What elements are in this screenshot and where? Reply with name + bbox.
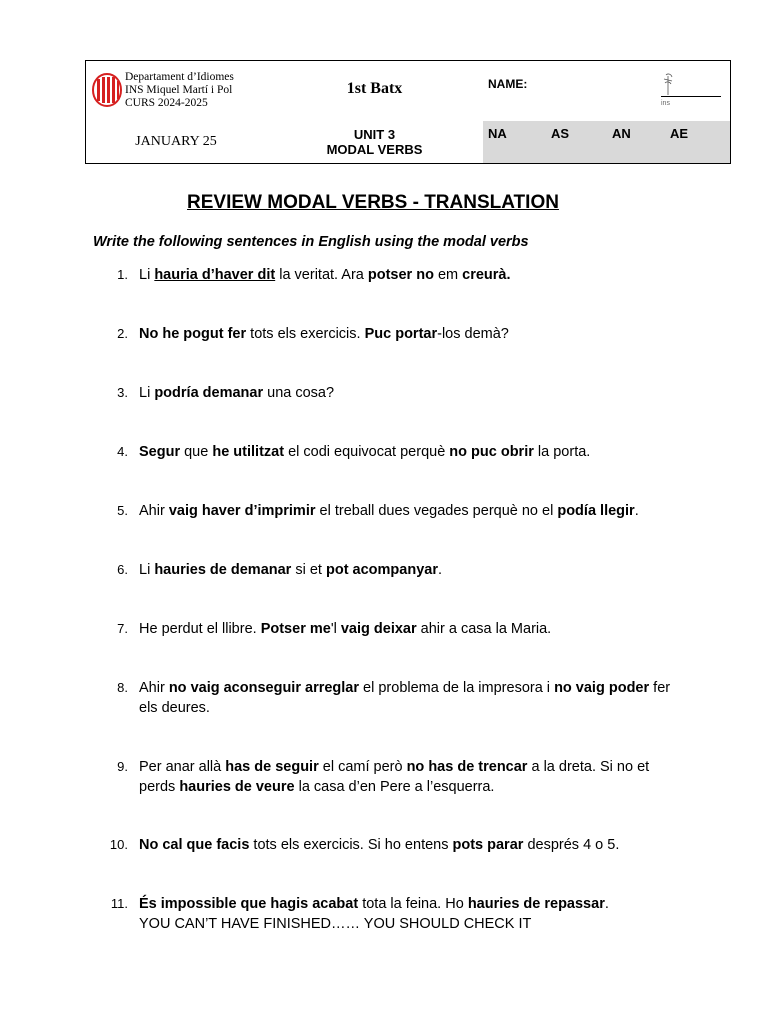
modal-verb-phrase: no vaig aconseguir arreglar <box>168 680 360 696</box>
exercise-number: 5. <box>117 503 128 518</box>
sentence-text: la veritat. Ara <box>275 267 368 283</box>
sentence-text: a la dreta. Si no et perds <box>139 759 650 795</box>
sentence-text: . <box>604 896 609 912</box>
modal-verb-phrase: hauries de veure <box>179 779 295 795</box>
modal-verb-phrase: podía llegir <box>557 503 635 519</box>
exercise-sentence <box>139 757 684 797</box>
modal-verb-phrase: podría demanar <box>154 385 264 401</box>
exercise-sentence <box>139 894 684 934</box>
exercise-sentence <box>139 442 684 462</box>
exercise-sentence <box>139 619 684 639</box>
modal-verb-phrase: he utilitzat <box>212 444 285 460</box>
generalitat-logo-icon <box>92 73 122 107</box>
sentence-text: una cosa? <box>263 385 335 401</box>
name-cell <box>483 61 730 121</box>
sentence-text: . <box>634 503 639 519</box>
sentence-text: el camí però <box>318 759 407 775</box>
exercise-sentence <box>139 835 684 855</box>
ins-mark-text: ins <box>661 100 670 107</box>
exercise-number: 11. <box>110 896 128 911</box>
sentence-text: -los demà? <box>437 326 509 342</box>
modal-verb-phrase: És impossible que hagis acabat <box>139 896 359 912</box>
sentence-text: Li <box>139 385 155 401</box>
sentence-text: 'l <box>330 621 341 637</box>
modal-verb-phrase: has de seguir <box>225 759 319 775</box>
modal-verb-phrase: pots parar <box>452 837 524 853</box>
sentence-text: Li <box>139 267 155 283</box>
grade-cell-na <box>483 121 546 163</box>
grade-label: AN <box>612 126 631 141</box>
header-table <box>85 60 731 164</box>
grade-label: AE <box>670 126 689 141</box>
exercise-sentence <box>139 678 684 718</box>
modal-verb-phrase: vaig haver d’imprimir <box>168 503 316 519</box>
sentence-text: tota la feina. Ho <box>358 896 468 912</box>
exercise-number: 3. <box>117 385 128 400</box>
sentence-text: la porta. <box>533 444 591 460</box>
sentence-text: el codi equivocat perquè <box>284 444 450 460</box>
name-label: NAME: <box>488 77 528 91</box>
exercise-number: 9. <box>117 759 128 774</box>
modal-verb-phrase: No he pogut fer <box>139 326 247 342</box>
modal-verb-phrase: Potser me <box>260 621 331 637</box>
exercise-number: 8. <box>117 680 128 695</box>
modal-verb-phrase: vaig deixar <box>340 621 417 637</box>
sentence-text: em <box>433 267 463 283</box>
sentence-text: Per anar allà <box>139 759 226 775</box>
sentence-text: la casa d’en Pere a l’esquerra. <box>294 779 495 795</box>
exercise-sentence <box>139 383 684 403</box>
modal-verb-phrase: no has de trencar <box>406 759 528 775</box>
sentence-text: que <box>180 444 213 460</box>
sentence-text: He perdut el llibre. <box>139 621 261 637</box>
modal-verb-phrase: No cal que facis <box>139 837 250 853</box>
modal-verb-phrase: hauries de repassar <box>467 896 605 912</box>
course-year: CURS 2024-2025 <box>125 97 208 109</box>
grade-label: NA <box>488 126 507 141</box>
class-label: 1st Batx <box>346 80 403 97</box>
date-cell <box>86 121 266 163</box>
exercise-number: 6. <box>117 562 128 577</box>
exercise-sentence <box>139 501 684 521</box>
exercise-number: 10. <box>109 837 128 852</box>
date-label: JANUARY 25 <box>135 134 217 149</box>
unit-cell <box>266 121 483 163</box>
exercise-number: 4. <box>117 444 128 459</box>
exercise-sentence <box>139 324 684 344</box>
unit-topic: MODAL VERBS <box>326 142 423 157</box>
sentence-text: el treball dues vegades perquè no el <box>315 503 558 519</box>
unit-label <box>266 127 483 157</box>
ins-logo-icon <box>658 71 678 109</box>
sentence-text: Ahir <box>139 680 169 696</box>
sentence-text: . <box>437 562 443 578</box>
school-info <box>125 71 234 110</box>
instructions: Write the following sentences in English using the modal verbs <box>93 234 529 250</box>
department-name: Departament d’Idiomes <box>125 71 234 83</box>
school-cell <box>86 61 266 121</box>
modal-verb-phrase: Segur <box>139 444 181 460</box>
exercise-number: 2. <box>117 326 128 341</box>
sentence-text: el problema de la impresora i <box>359 680 555 696</box>
grade-label: AS <box>551 126 570 141</box>
sentence-text: tots els exercicis. <box>246 326 365 342</box>
class-cell <box>266 61 483 121</box>
modal-verb-phrase: pot acompanyar <box>325 562 438 578</box>
exercise-number: 1. <box>117 267 128 282</box>
unit-number: UNIT 3 <box>353 127 396 142</box>
modal-verb-phrase: potser no <box>367 267 434 283</box>
grade-cell-ae <box>665 121 730 163</box>
sentence-text: Ahir <box>139 503 169 519</box>
modal-verb-phrase: Puc portar <box>364 326 438 342</box>
modal-verb-phrase: creurà. <box>462 267 511 283</box>
school-name: INS Miquel Martí i Pol <box>125 84 233 96</box>
answer-text: YOU CAN’T HAVE FINISHED…… YOU SHOULD CHECK IT <box>139 916 532 932</box>
exercise-sentence <box>139 265 684 285</box>
exercise-number: 7. <box>117 621 128 636</box>
sentence-text: fer els deures. <box>139 680 671 716</box>
sentence-text: tots els exercicis. Si ho entens <box>249 837 453 853</box>
modal-verb-phrase: hauries de demanar <box>154 562 292 578</box>
sentence-text: si et <box>291 562 326 578</box>
name-underline <box>661 96 721 97</box>
modal-verb-phrase: hauria d’haver dit <box>154 267 276 283</box>
sentence-text: ahir a casa la Maria. <box>416 621 552 637</box>
page-title: REVIEW MODAL VERBS - TRANSLATION <box>187 192 559 213</box>
sentence-text: Li <box>139 562 155 578</box>
exercise-sentence <box>139 560 684 580</box>
grade-cell-an <box>607 121 665 163</box>
sentence-text: després 4 o 5. <box>523 837 620 853</box>
modal-verb-phrase: no vaig poder <box>554 680 650 696</box>
grade-cell-as <box>546 121 607 163</box>
modal-verb-phrase: no puc obrir <box>449 444 534 460</box>
